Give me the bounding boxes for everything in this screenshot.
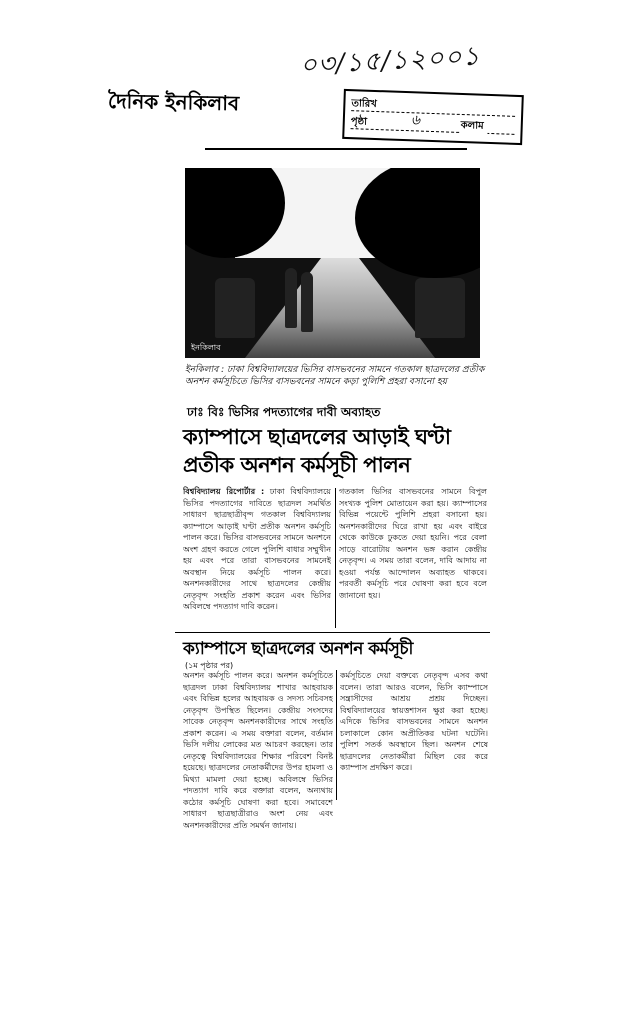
top-rule [205,148,467,150]
archive-stamp [342,89,524,145]
photo-figure [285,268,297,328]
article2-column2: কর্মসূচিতে দেয়া বক্তব্যে নেতৃবৃন্দ এসব কথা বলেন। তারা আরও বলেন, ভিসি ক্যাম্পাসে সন্ত্রাসীদের আশ্রয় প্রশ্রয় দিচ্ছেন। বিশ্ববিদ্যালয়ের স্বায়ত্তশাসন ক্ষুণ্ণ করা হচ্ছে। এদিকে ভিসির বাসভবনের সামনে অনশন চলাকালে কোন অপ্রীতিকর ঘটনা ঘটেনি। পুলিশ সতর্ক অবস্থানে ছিল। অনশন শেষে ছাত্রদলের নেতাকর্মীরা মিছিল বের করে ক্যাম্পাস প্রদক্ষিণ করে। [340,671,488,772]
article2-column1: অনশন কর্মসূচি পালন করে। অনশন কর্মসূচিতে ছাত্রদল ঢাকা বিশ্ববিদ্যালয় শাখার আহবায়ক এবং বিভিন্ন হলের আহবায়ক ও সদস্য সচিবসহ নেতৃবৃন্দ উপস্থিত ছিলেন। কেন্দ্রীয় সংসদের সাবেক নেতৃবৃন্দ অনশনকারীদের সাথে সংহতি প্রকাশ করেন। এ সময় বক্তারা বলেন, বর্তমান ভিসি দলীয় লোকের মত আচরণ করছেন। তার নেতৃত্বে বিশ্ববিদ্যালয়ের শিক্ষার পরিবেশ বিনষ্ট হয়েছে। ছাত্রদলের নেতাকর্মীদের উপর হামলা ও মিথ্যা মামলা দেয়া হচ্ছে। অবিলম্বে ভিসির পদত্যাগ দাবি করে বক্তারা বলেন, অন্যথায় কঠোর কর্মসূচি ঘোষণা করা হবে। সমাবেশে সাধারণ ছাত্রছাত্রীরাও অংশ নেয় এবং অনশনকারীদের প্রতি সমর্থন জানায়। [183,671,333,830]
article-separator [175,632,490,633]
photo-figure [415,278,465,338]
newspaper-name: দৈনিক ইনকিলাব [107,88,240,116]
article1-column1 [183,486,331,628]
stamp-page-value: ৬ [410,112,421,129]
photo-figure [301,272,313,332]
continued-from: (১ম পৃষ্ঠার পর) [185,661,234,670]
column-rule [335,488,336,628]
headline2: ক্যাম্পাসে ছাত্রদলের অনশন কর্মসূচী [183,639,413,659]
news-photo [185,168,480,358]
kicker: ঢাঃ বিঃ ভিসির পদত্যাগের দাবী অব্যাহত [187,405,381,419]
article1-column2: গতকাল ভিসির বাসভবনের সামনে বিপুল সংখ্যক পুলিশ মোতায়েন করা হয়। ক্যাম্পাসের বিভিন্ন পয়েন্টে পুলিশি প্রহরা বসানো হয়। অনশনকারীদের ঘিরে রাখা হয় এবং বাইরে থেকে কাউকে ঢুকতে দেয়া হয়নি। পরে বেলা সাড়ে বারোটায় অনশন ভঙ্গ করান কেন্দ্রীয় নেতৃবৃন্দ। এ সময় তারা বলেন, দাবি আদায় না হওয়া পর্যন্ত আন্দোলন অব্যাহত থাকবে। পরবর্তী কর্মসূচি পরে ঘোষণা করা হবে বলে জানানো হয়। [339,487,487,600]
photo-credit: ইনকিলাব [191,343,221,352]
handwritten-date: ০৩/১৫/১২০০১ [299,41,482,81]
column-rule [336,670,337,800]
newspaper-clipping [175,148,495,928]
photo-caption: ইনকিলাব : ঢাকা বিশ্ববিদ্যালয়ের ভিসির বাসভবনের সামনে গতকাল ছাত্রদলের প্রতীক অনশন কর্মসূচিতে ভিসির বাসভবনের সামনে কড়া পুলিশি প্রহরা বসানো হয় [185,365,485,387]
photo-figure [215,278,255,338]
stamp-column-label: কলাম [460,118,487,136]
stamp-date-label: তারিখ [351,98,381,110]
article1-col1-text: ঢাকা বিশ্ববিদ্যালয়ে ভিসির পদত্যাগের দাবিতে ছাত্রদল সমর্থিত সাধারণ ছাত্রছাত্রীবৃন্দ গতকাল বিশ্ববিদ্যালয় ক্যাম্পাসে আড়াই ঘণ্টা প্রতীক অনশন কর্মসূচি পালন করে। ভিসির বাসভবনের সামনে অনশনে অংশ গ্রহণ করতে গেলে পুলিশি বাধার সম্মুখীন হয় এবং পরে তারা বাসভবনের সামনেই অবস্থান নিয়ে কর্মসূচি পালন করে। অনশনকারীদের সাথে ছাত্রদলের কেন্দ্রীয় নেতৃবৃন্দ সংহতি প্রকাশ করেন এবং ভিসির অবিলম্বে পদত্যাগ দাবি করেন। [183,487,331,611]
stamp-page-label: পৃষ্ঠা [351,116,372,128]
photo-tree [355,168,480,278]
headline: ক্যাম্পাসে ছাত্রদলের আড়াই ঘণ্টা প্রতীক অনশন কর্মসূচী পালন [183,425,451,477]
byline: বিশ্ববিদ্যালয় রিপোর্টার : [183,487,265,496]
